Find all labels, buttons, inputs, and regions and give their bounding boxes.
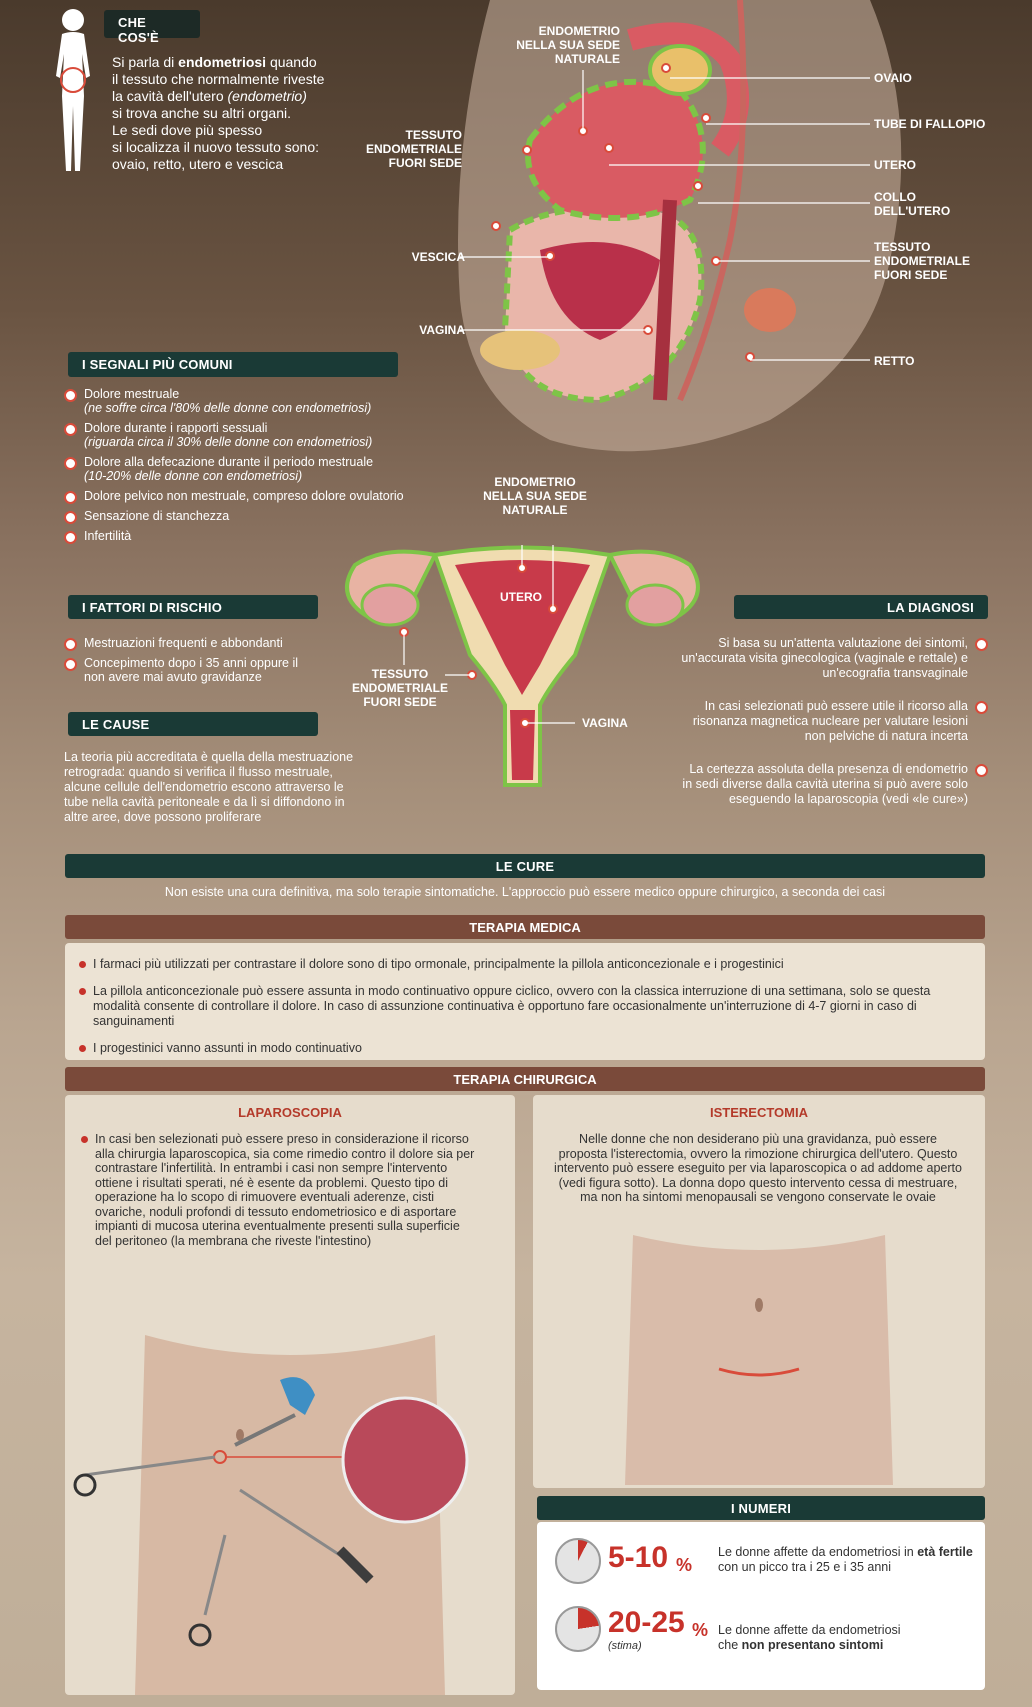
numero-desc <box>718 1545 978 1575</box>
pie-chart-20-25 <box>555 1606 601 1652</box>
segnale-text: Dolore mestruale <box>84 387 180 401</box>
label-ovaio: OVAIO <box>874 71 912 85</box>
segnale-text: Dolore durante i rapporti sessuali <box>84 421 268 435</box>
list-item: La certezza assoluta della presenza di endometrio in sedi diverse dalla cavità uterina si può avere solo eseguendo la laparoscopia (vedi «le cure») <box>680 762 990 807</box>
label-tessuto-front: TESSUTO ENDOMETRIALE FUORI SEDE <box>352 667 448 709</box>
list-item <box>62 509 422 523</box>
segnale-note: (riguarda circa il 30% delle donne con endometriosi) <box>84 435 373 449</box>
chirurgica-header: TERAPIA CHIRURGICA <box>65 1067 985 1091</box>
side-anatomy-illustration <box>450 0 930 470</box>
numero-unit: % <box>692 1620 709 1640</box>
label-endometrio-front: ENDOMETRIO NELLA SUA SEDE NATURALE <box>483 475 587 517</box>
label-tube: TUBE DI FALLOPIO <box>874 117 986 131</box>
intro-header: CHE COS'È <box>104 10 200 38</box>
list-item: In casi selezionati può essere utile il ricorso alla risonanza magnetica nucleare per valutare lesioni non pelviche di natura incerta <box>680 699 990 744</box>
numero-value: 5-10 <box>608 1541 669 1574</box>
segnali-header: I SEGNALI PIÙ COMUNI <box>68 352 398 377</box>
list-item <box>62 455 422 483</box>
intro-line: Le sedi dove più spesso <box>112 122 263 138</box>
list-item <box>62 636 322 650</box>
list-item: I farmaci più utilizzati per contrastare il dolore sono di tipo ormonale, principalmente la pillola anticoncezionale e i progestinici <box>77 957 973 972</box>
list-item: I progestinici vanno assunti in modo continuativo <box>77 1041 973 1056</box>
intro-line: si trova anche su altri organi. <box>112 105 291 121</box>
list-item: Si basa su un'attenta valutazione dei sintomi, un'accurata visita ginecologica (vaginale e rettale) e un'ecografia transvaginale <box>680 636 990 681</box>
segnale-note: (10-20% delle donne con endometriosi) <box>84 469 303 483</box>
label-vescica: VESCICA <box>411 250 465 264</box>
segnali-list <box>62 387 422 549</box>
medica-header: TERAPIA MEDICA <box>65 915 985 939</box>
diagnosi-header: LA DIAGNOSI <box>734 595 988 619</box>
list-item <box>62 421 422 449</box>
intro-text <box>112 54 362 173</box>
numero-text: con un picco tra i 25 e i 35 anni <box>718 1560 892 1574</box>
fattore-text: Mestruazioni frequenti e abbondanti <box>84 636 283 650</box>
cure-header: LE CURE <box>65 854 985 878</box>
label-vagina-front: VAGINA <box>582 716 628 730</box>
segnale-note: (ne soffre circa l'80% delle donne con endometriosi) <box>84 401 372 415</box>
isterectomia-panel <box>533 1095 985 1488</box>
intro-line: la cavità dell'utero <box>112 88 228 104</box>
intro-line: Si parla di <box>112 54 179 70</box>
intro-line: quando <box>266 54 317 70</box>
label-retto: RETTO <box>874 354 915 368</box>
numero-unit: % <box>676 1555 693 1575</box>
numero-value: 20-25 <box>608 1606 685 1639</box>
list-item <box>62 529 422 543</box>
list-item: La pillola anticoncezionale può essere assunta in modo continuativo oppure ciclico, ovvero con la classica interruzione di una settimana, solo se questa modalità consente di controllare il dolore. In caso di assunzione continuativa è opportuno fare occasionalmente un'interruzione di 4-7 giorni in caso di sanguinamenti <box>77 984 977 1029</box>
isterectomia-title: ISTERECTOMIA <box>710 1105 808 1120</box>
label-collo: COLLO DELL'UTERO <box>874 190 951 218</box>
fattori-list <box>62 636 322 690</box>
list-item <box>62 656 322 684</box>
fattori-header: I FATTORI DI RISCHIO <box>68 595 318 619</box>
numero-text: Le donne affette da endometriosi <box>718 1623 901 1637</box>
laparoscopy-illustration <box>65 1335 515 1695</box>
hysterectomy-illustration <box>533 1235 985 1485</box>
intro-term: (endometrio) <box>227 88 307 104</box>
medica-panel <box>65 943 985 1060</box>
cause-text: La teoria più accreditata è quella della mestruazione retrograda: quando si verifica il flusso mestruale, alcune cellule dell'endometrio escono attraverso le tube nella cavità peritoneale e da lì si diffondono in altre aree, dove possono proliferare <box>64 750 354 824</box>
segnale-text: Infertilità <box>84 529 132 543</box>
numeri-header: I NUMERI <box>537 1496 985 1520</box>
intro-line: si localizza il nuovo tessuto sono: <box>112 139 319 155</box>
isterectomia-text: Nelle donne che non desiderano più una gravidanza, può essere proposta l'isterectomia, ovvero la rimozione chirurgica dell'utero. Questo intervento può essere eseguito per via laparoscopica o ad addome aperto (vedi figura sotto). La donna dopo questo intervento cessa di mestruare, ma non ha sintomi menopausali se vengono conservate le ovaie <box>554 1132 962 1204</box>
numero-desc: Le donne affette da endometriosi che non presentano sintomi <box>718 1623 901 1652</box>
numero-note: (stima) <box>608 1640 642 1652</box>
pie-chart-5-10 <box>555 1538 601 1584</box>
diagnosi-list <box>680 636 990 825</box>
cure-subtitle: Non esiste una cura definitiva, ma solo terapie sintomatiche. L'approccio può essere medico oppure chirurgico, a seconda dei casi <box>164 885 886 899</box>
segnale-text: Sensazione di stanchezza <box>84 509 230 523</box>
label-utero-side: UTERO <box>874 158 916 172</box>
label-utero-front: UTERO <box>500 590 542 604</box>
fattore-text: Concepimento dopo i 35 anni oppure il non avere mai avuto gravidanze <box>84 656 299 684</box>
numero-text: Le donne affette da endometriosi in <box>718 1545 918 1559</box>
cause-header: LE CAUSE <box>68 712 318 736</box>
laparoscopia-text: In casi ben selezionati può essere preso in considerazione il ricorso alla chirurgia laparoscopica, sia come rimedio contro il dolore sia per contrastare l'infertilità. In entrambi i casi non sempre l'intervento ottiene i risultati sperati, né è esente da problemi. Questo tipo di operazione ha lo scopo di rimuovere eventuali aderenze, cisti ovariche, noduli profondi di tessuto endometriosico e di asportare impianti di mucosa uterina eventualmente presenti sulla superficie del peritoneo (la membrana che riveste l'intestino) <box>79 1132 479 1248</box>
woman-silhouette-icon <box>44 6 102 176</box>
intro-line: il tessuto che normalmente riveste <box>112 71 325 87</box>
list-item <box>62 387 422 415</box>
segnale-text: Dolore alla defecazione durante il periodo mestruale <box>84 455 374 469</box>
intro-keyword: endometriosi <box>178 54 267 70</box>
laparoscopia-panel <box>65 1095 515 1695</box>
label-tessuto-left: TESSUTO ENDOMETRIALE FUORI SEDE <box>366 128 462 170</box>
numero-bold: età fertile <box>917 1545 973 1559</box>
label-tessuto-right: TESSUTO ENDOMETRIALE FUORI SEDE <box>874 240 970 282</box>
laparoscopia-title: LAPAROSCOPIA <box>238 1105 342 1120</box>
label-endometrio-side: ENDOMETRIO NELLA SUA SEDE NATURALE <box>516 24 620 66</box>
numero-bold: non presentano sintomi <box>741 1638 884 1652</box>
segnale-text: Dolore pelvico non mestruale, compreso dolore ovulatorio <box>84 489 404 503</box>
label-vagina-side: VAGINA <box>419 323 465 337</box>
list-item <box>62 489 422 503</box>
intro-line: ovaio, retto, utero e vescica <box>112 156 284 172</box>
